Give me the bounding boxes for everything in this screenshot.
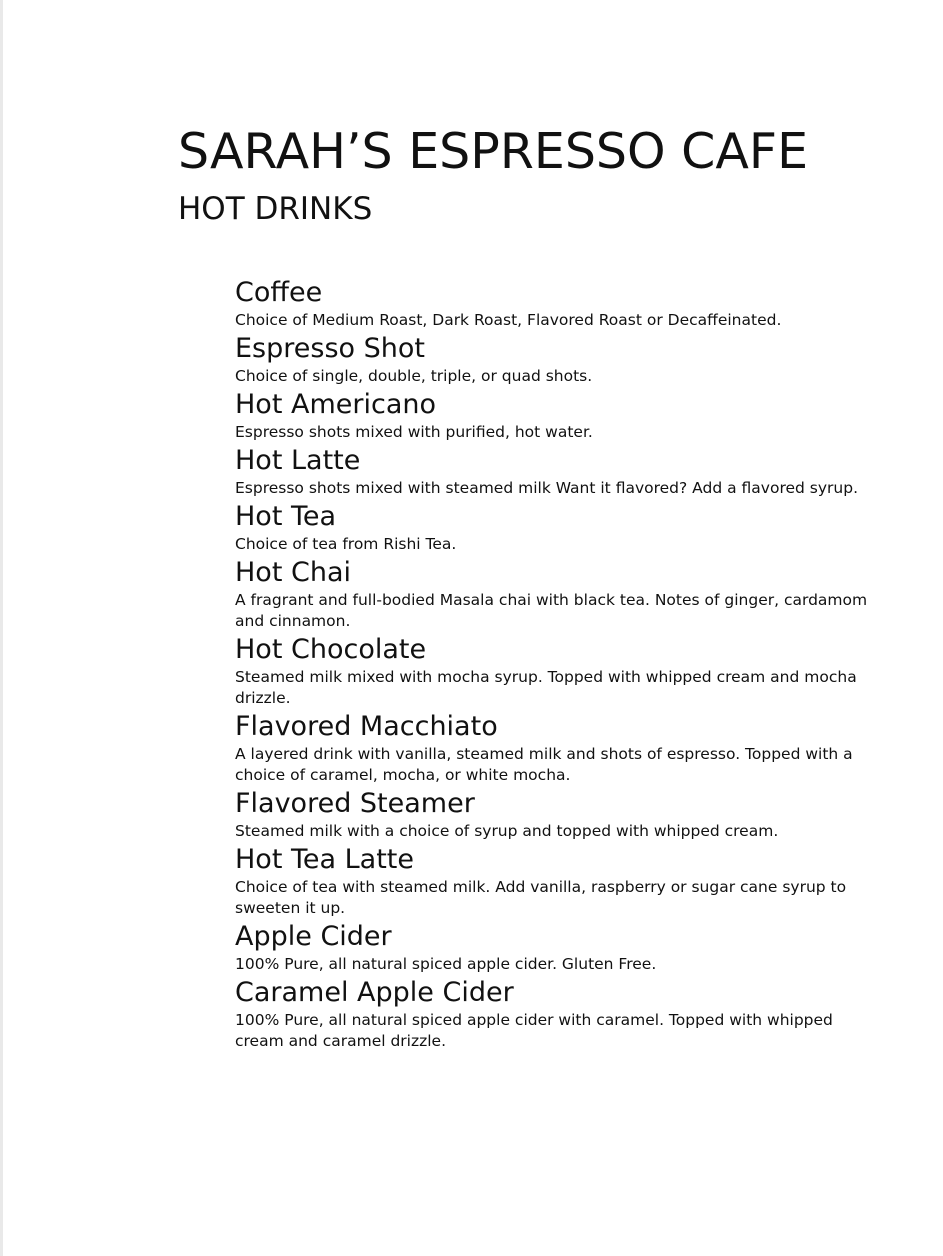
- menu-item-name: Hot Chocolate: [235, 634, 427, 665]
- menu-item-name: Caramel Apple Cider: [235, 977, 514, 1008]
- menu-item-description: Choice of tea with steamed milk. Add vanilla, raspberry or sugar cane syrup to sweeten it up.: [235, 878, 847, 917]
- menu-item-name: Apple Cider: [235, 921, 392, 952]
- menu-item-description: Steamed milk mixed with mocha syrup. Topped with whipped cream and mocha drizzle.: [235, 668, 857, 707]
- menu-item-description: Choice of Medium Roast, Dark Roast, Flavored Roast or Decaffeinated.: [235, 311, 782, 329]
- menu-item-name: Hot Latte: [235, 445, 361, 476]
- menu-item-apple-cider: [235, 920, 885, 975]
- menu-item-hot-tea: [235, 500, 885, 555]
- menu-item-coffee: [235, 276, 885, 331]
- menu-item-description: Choice of single, double, triple, or quad shots.: [235, 367, 593, 385]
- menu-item-description: A layered drink with vanilla, steamed milk and shots of espresso. Topped with a choice of caramel, mocha, or white mocha.: [235, 745, 853, 784]
- cafe-title: SARAH’S ESPRESSO CAFE: [178, 123, 809, 180]
- menu-item-description: Choice of tea from Rishi Tea.: [235, 535, 457, 553]
- menu-item-espresso-shot: [235, 332, 885, 387]
- menu-item-description: Steamed milk with a choice of syrup and topped with whipped cream.: [235, 822, 779, 840]
- menu-item-flavored-macchiato: [235, 710, 885, 786]
- menu-item-hot-chai: [235, 556, 885, 632]
- menu-item-flavored-steamer: [235, 787, 885, 842]
- menu-item-description: Espresso shots mixed with purified, hot water.: [235, 423, 593, 441]
- menu-item-description: Espresso shots mixed with steamed milk Want it flavored? Add a flavored syrup.: [235, 479, 858, 497]
- menu-item-name: Hot Tea: [235, 501, 337, 532]
- menu-item-caramel-apple-cider: [235, 976, 885, 1052]
- menu-item-name: Flavored Macchiato: [235, 711, 498, 742]
- menu-item-name: Hot Tea Latte: [235, 844, 415, 875]
- drink-menu-list: [235, 276, 885, 1053]
- menu-item-name: Hot Chai: [235, 557, 352, 588]
- menu-item-name: Hot Americano: [235, 389, 436, 420]
- menu-item-name: Coffee: [235, 277, 323, 308]
- menu-item-name: Flavored Steamer: [235, 788, 475, 819]
- menu-item-name: Espresso Shot: [235, 333, 425, 364]
- menu-item-description: 100% Pure, all natural spiced apple cider. Gluten Free.: [235, 955, 657, 973]
- menu-item-hot-chocolate: [235, 633, 885, 709]
- menu-item-hot-latte: [235, 444, 885, 499]
- menu-item-hot-americano: [235, 388, 885, 443]
- section-title: HOT DRINKS: [178, 191, 373, 227]
- menu-item-description: 100% Pure, all natural spiced apple cider with caramel. Topped with whipped cream and caramel drizzle.: [235, 1011, 833, 1050]
- menu-item-description: A fragrant and full-bodied Masala chai with black tea. Notes of ginger, cardamom and cinnamon.: [235, 591, 868, 630]
- menu-item-hot-tea-latte: [235, 843, 885, 919]
